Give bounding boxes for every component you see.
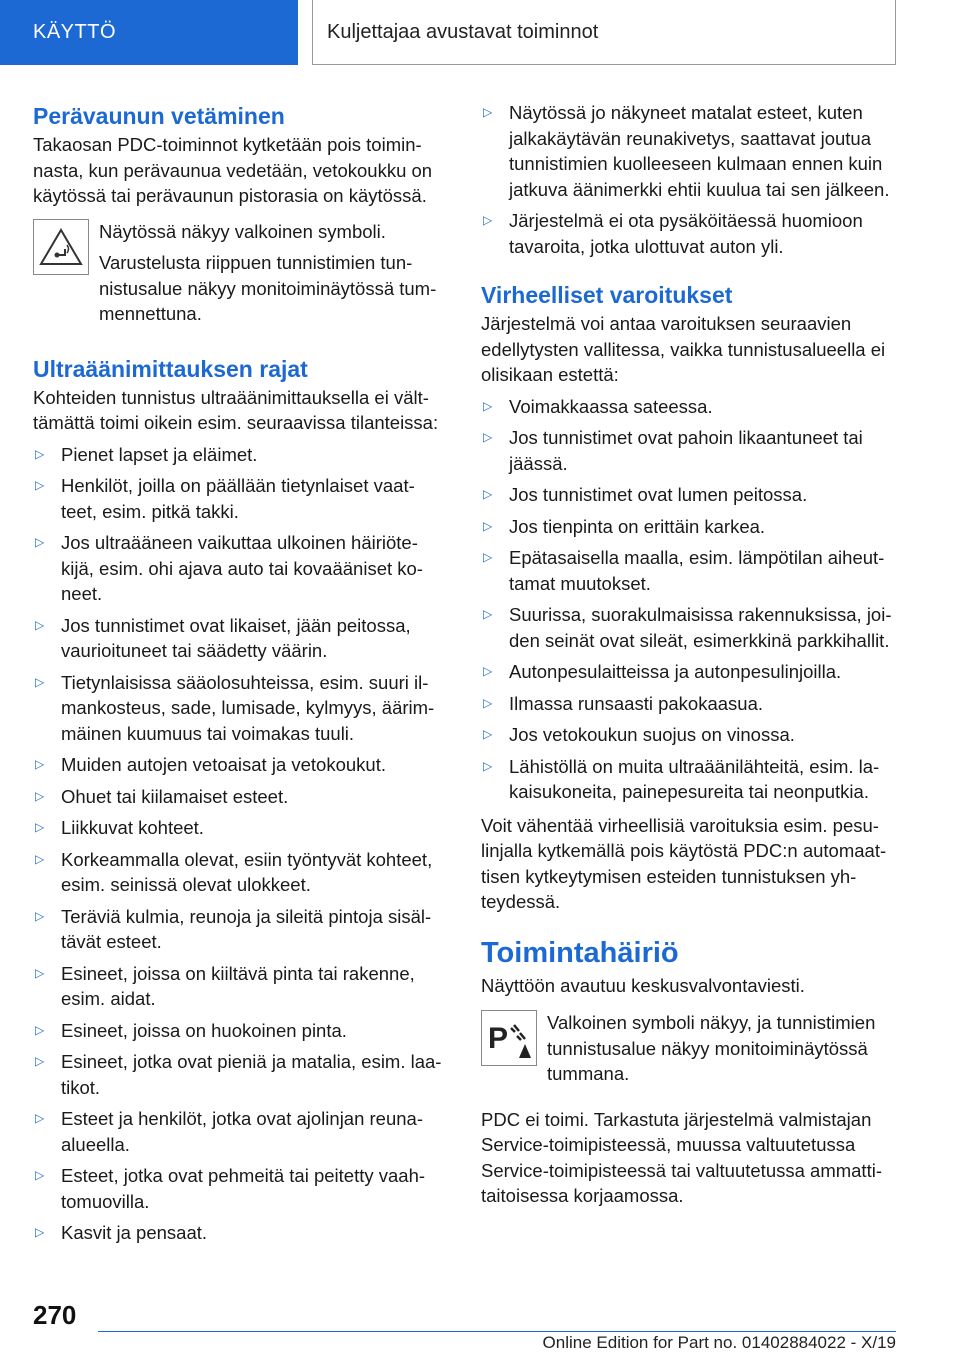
list-item <box>33 1018 448 1044</box>
paragraph-peravaunu: Takaosan PDC-toiminnot kytketään pois toimin-nasta, kun perävaunua vedetään, vetokoukku on käytössä tai perävaunun pistorasia on käytössä. <box>33 134 433 206</box>
list-item-text: Tietynlaisissa sääolosuhteissa, esim. suuri il-mankosteus, sade, lumisade, kylmyys, äärim-mäinen kuumuus tai voimakas tuuli. <box>61 671 435 744</box>
chapter-title: Kuljettajaa avustavat toiminnot <box>312 0 896 65</box>
list-item-text: Pienet lapset ja eläimet. <box>61 443 258 465</box>
bullet-triangle-icon: ▷ <box>35 1168 45 1182</box>
bullet-triangle-icon: ▷ <box>35 1111 45 1125</box>
heading-peravaunu: Perävaunun vetäminen <box>33 103 285 129</box>
pdc-symbol-row <box>481 1010 896 1093</box>
list-item <box>481 545 896 596</box>
heading-ultraaani: Ultraäänimittauksen rajat <box>33 355 308 382</box>
ultraaani-limit-list-continued <box>481 100 896 259</box>
bullet-triangle-icon: ▷ <box>483 727 493 741</box>
bullet-triangle-icon: ▷ <box>483 518 493 533</box>
list-item-text: Ohuet tai kiilamaiset esteet. <box>61 785 289 807</box>
list-item <box>33 1049 448 1100</box>
list-item-text: Esteet, jotka ovat pehmeitä tai peitetty vaah-tomuovilla. <box>61 1165 426 1212</box>
footer-divider <box>98 1331 896 1332</box>
list-item <box>33 1106 448 1157</box>
list-item <box>481 514 896 540</box>
bullet-triangle-icon: ▷ <box>35 851 45 866</box>
list-item-text: Esineet, jotka ovat pieniä ja matalia, esim. laa-tikot. <box>61 1051 442 1098</box>
paragraph-vahenna: Voit vähentää virheellisiä varoituksia esim. pesu-linjalla kytkemällä pois käytöstä PDC:n automaat-tisen kytkeytymisen esteiden tunnistuksen yh-teydessä. <box>481 814 887 912</box>
list-item <box>33 1163 448 1214</box>
bullet-triangle-icon: ▷ <box>35 617 45 632</box>
paragraph-virheelliset: Järjestelmä voi antaa varoituksen seuraavien edellytysten vallitessa, vaikka tunnistusalueella ei olisikaan estettä: <box>481 313 886 385</box>
heading-toimintahairio: Toimintahäiriö <box>481 936 679 969</box>
paragraph-toimintahairio: Näyttöön avautuu keskusvalvontaviesti. <box>481 974 805 996</box>
ultraaani-limit-list <box>33 442 448 1246</box>
false-warning-list <box>481 394 896 805</box>
list-item-text: Jos tienpinta on erittäin karkea. <box>509 515 766 537</box>
list-item <box>33 904 448 955</box>
list-item-text: Voimakkaassa sateessa. <box>509 395 713 417</box>
list-item <box>481 602 896 653</box>
heading-virheelliset: Virheelliset varoitukset <box>481 282 733 308</box>
left-column <box>33 100 448 1246</box>
bullet-triangle-icon: ▷ <box>483 487 493 501</box>
bullet-triangle-icon: ▷ <box>35 1022 45 1037</box>
list-item-text: Jos tunnistimet ovat pahoin likaantuneet tai jäässä. <box>509 427 863 474</box>
paragraph-pdc-service: PDC ei toimi. Tarkastuta järjestelmä valmistajan Service-toimipisteessä, muussa valtuutetussa Service-toimipisteessä tai valtuutetussa ammatti-taitoisessa korjaamossa. <box>481 1108 882 1206</box>
list-item <box>33 847 448 898</box>
list-item <box>33 442 448 468</box>
bullet-triangle-icon: ▷ <box>483 607 493 621</box>
bullet-triangle-icon: ▷ <box>483 398 493 413</box>
list-item <box>33 961 448 1012</box>
list-item-text: Järjestelmä ei ota pysäköitäessä huomioon tavaroita, jotka ulottuvat auton yli. <box>509 210 863 257</box>
list-item <box>33 815 448 841</box>
list-item-text: Korkeammalla olevat, esiin työntyvät kohteet, esim. seinissä olevat ulokkeet. <box>61 848 433 895</box>
bullet-triangle-icon: ▷ <box>35 535 45 549</box>
bullet-triangle-icon: ▷ <box>35 446 45 461</box>
symbol-text-2: Varustelusta riippuen tunnistimien tun-nistusalue näkyy monitoiminäytössä tum-mennettuna. <box>99 252 437 324</box>
list-item <box>481 722 896 748</box>
page-number: 270 <box>33 1300 77 1330</box>
bullet-triangle-icon: ▷ <box>483 213 493 227</box>
bullet-triangle-icon: ▷ <box>35 478 45 492</box>
list-item <box>33 752 448 778</box>
list-item <box>33 670 448 747</box>
bullet-triangle-icon: ▷ <box>483 105 493 119</box>
list-item-text: Näytössä jo näkyneet matalat esteet, kuten jalkakäytävän reunakivetys, saattavat joutua tunnistimien kuolleeseen kulmaan ennen kuin jatkuva äänimerkki ehtii kuulua tai sen jälkeen. <box>509 102 890 200</box>
list-item-text: Jos vetokoukun suojus on vinossa. <box>509 724 795 745</box>
bullet-triangle-icon: ▷ <box>483 664 493 678</box>
edition-info: Online Edition for Part no. 01402884022 - X/19 <box>542 1333 896 1352</box>
list-item <box>33 473 448 524</box>
list-item-text: Epätasaisella maalla, esim. lämpötilan aiheut-tamat muutokset. <box>509 547 885 594</box>
list-item <box>481 100 896 202</box>
list-item <box>481 482 896 508</box>
symbol-text-1: Näytössä näkyy valkoinen symboli. <box>99 220 386 242</box>
list-item-text: Esineet, joissa on huokoinen pinta. <box>61 1019 347 1041</box>
bullet-triangle-icon: ▷ <box>35 820 45 834</box>
bullet-triangle-icon: ▷ <box>483 550 493 564</box>
list-item-text: Muiden autojen vetoaisat ja vetokoukut. <box>61 754 386 775</box>
list-item <box>481 691 896 717</box>
list-item <box>481 208 896 259</box>
list-item-text: Esineet, joissa on kiiltävä pinta tai rakenne, esim. aidat. <box>61 962 415 1009</box>
list-item <box>33 613 448 664</box>
pdc-symbol-text: Valkoinen symboli näkyy, ja tunnistimien tunnistusalue näkyy monitoiminäytössä tummana. <box>547 1012 876 1084</box>
bullet-triangle-icon: ▷ <box>35 908 45 923</box>
list-item-text: Ilmassa runsaasti pakokaasua. <box>509 692 763 714</box>
list-item-text: Autonpesulaitteissa ja autonpesulinjoilla. <box>509 661 842 682</box>
list-item <box>33 1220 448 1246</box>
list-item-text: Henkilöt, joilla on päällään tietynlaiset vaat-teet, esim. pitkä takki. <box>61 475 415 522</box>
paragraph-ultraaani: Kohteiden tunnistus ultraäänimittauksella ei vält-tämättä toimi oikein esim. seuraavissa tilanteissa: <box>33 386 439 433</box>
list-item-text: Teräviä kulmia, reunoja ja sileitä pintoja sisäl-tävät esteet. <box>61 905 432 952</box>
list-item-text: Suurissa, suorakulmaisissa rakennuksissa, joi-den seinät ovat sileät, esimerkkinä parkkihallit. <box>509 604 892 651</box>
bullet-triangle-icon: ▷ <box>483 430 493 444</box>
list-item <box>481 659 896 685</box>
list-item-text: Jos ultraääneen vaikuttaa ulkoinen häiriöte-kijä, esim. ohi ajava auto tai kovaääniset ko-neet. <box>61 532 423 604</box>
bullet-triangle-icon: ▷ <box>483 758 493 773</box>
bullet-triangle-icon: ▷ <box>483 695 493 710</box>
list-item-text: Liikkuvat kohteet. <box>61 817 204 838</box>
list-item <box>33 530 448 607</box>
bullet-triangle-icon: ▷ <box>35 674 45 689</box>
trailer-warning-icon <box>33 219 89 275</box>
list-item <box>481 425 896 476</box>
list-item-text: Esteet ja henkilöt, jotka ovat ajolinjan reuna-alueella. <box>61 1108 423 1155</box>
list-item-text: Jos tunnistimet ovat lumen peitossa. <box>509 484 808 505</box>
bullet-triangle-icon: ▷ <box>35 788 45 803</box>
list-item-text: Jos tunnistimet ovat likaiset, jään peitossa, vaurioituneet tai säädetty väärin. <box>61 614 411 661</box>
list-item-text: Kasvit ja pensaat. <box>61 1222 208 1243</box>
svg-text:P: P <box>488 1022 509 1055</box>
list-item <box>33 784 448 810</box>
parking-sensor-fault-icon <box>481 1010 537 1066</box>
bullet-triangle-icon: ▷ <box>35 1054 45 1068</box>
list-item-text: Lähistöllä on muita ultraäänilähteitä, esim. la-kaisukoneita, painepesureita tai neonputkia. <box>509 755 880 802</box>
warning-symbol-row <box>33 219 448 333</box>
bullet-triangle-icon: ▷ <box>35 965 45 980</box>
list-item <box>481 394 896 420</box>
right-column <box>481 100 896 1209</box>
bullet-triangle-icon: ▷ <box>35 1225 45 1239</box>
bullet-triangle-icon: ▷ <box>35 757 45 771</box>
list-item <box>481 754 896 805</box>
section-tab: KÄYTTÖ <box>0 0 298 65</box>
